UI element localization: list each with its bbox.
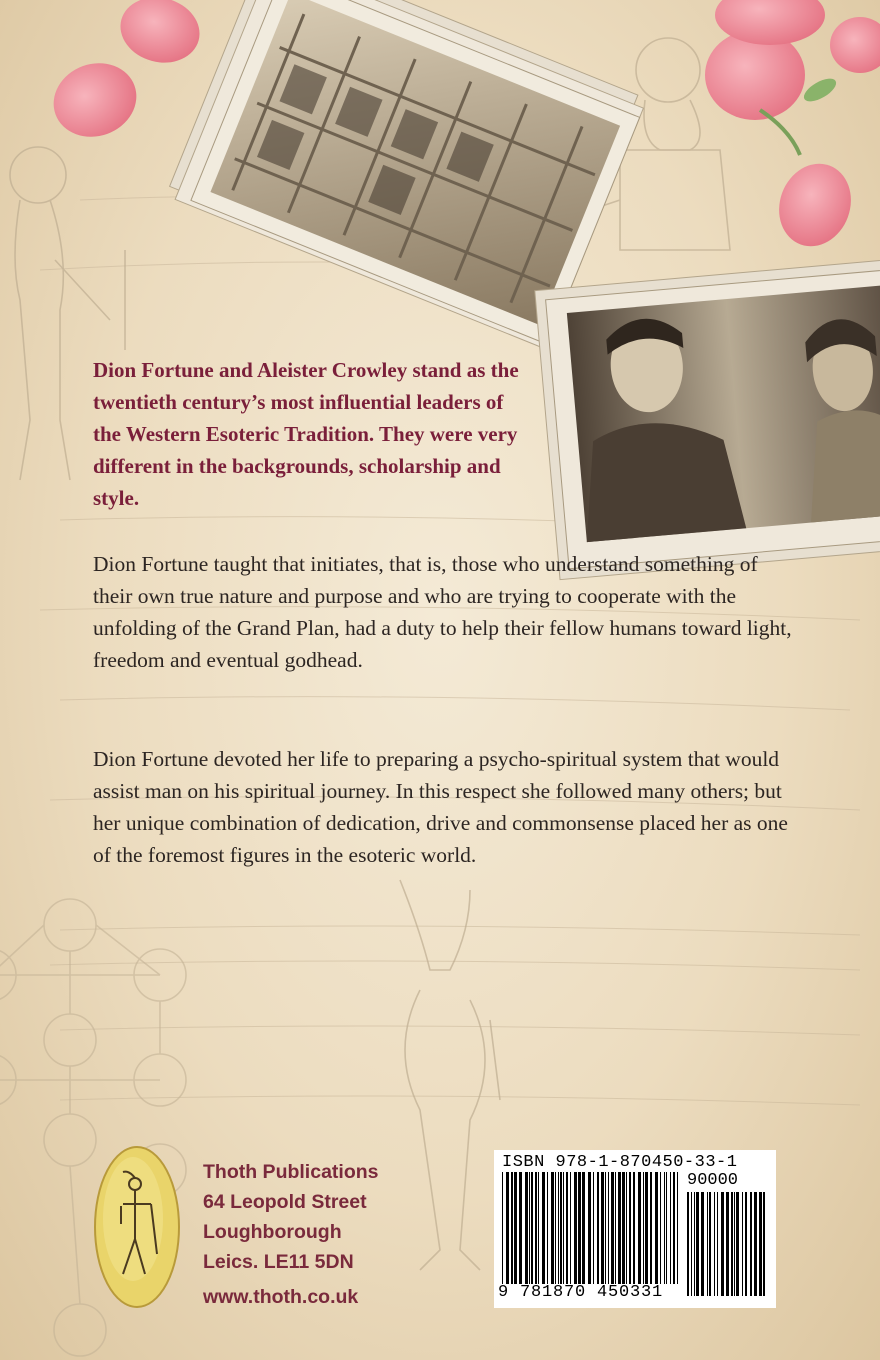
barcode-bar bbox=[529, 1172, 530, 1284]
barcode-bar bbox=[655, 1172, 658, 1284]
barcode-bar bbox=[611, 1172, 614, 1284]
barcode-bar bbox=[694, 1192, 695, 1296]
barcode-bar bbox=[750, 1192, 752, 1296]
publisher-city: Loughborough bbox=[203, 1221, 342, 1243]
barcode-bar bbox=[535, 1172, 537, 1284]
barcode-bar bbox=[742, 1192, 743, 1296]
barcode-bar bbox=[645, 1172, 648, 1284]
barcode-bar bbox=[555, 1172, 556, 1284]
barcode-bar bbox=[709, 1192, 711, 1296]
barcode-bar bbox=[763, 1192, 765, 1296]
barcode-bar bbox=[666, 1172, 667, 1284]
barcode-bar bbox=[677, 1172, 678, 1284]
thoth-ibis-figure-icon bbox=[93, 1144, 181, 1310]
barcode-bar bbox=[502, 1172, 503, 1284]
barcode-bar bbox=[547, 1172, 548, 1284]
barcode-bar bbox=[731, 1192, 733, 1296]
barcode-bar bbox=[745, 1192, 747, 1296]
body-paragraph-1 bbox=[93, 548, 793, 676]
barcode-bar bbox=[574, 1172, 577, 1284]
barcode-bar bbox=[721, 1192, 724, 1296]
barcode-bar bbox=[570, 1172, 571, 1284]
barcode-bar bbox=[511, 1172, 513, 1284]
barcode-bar bbox=[701, 1192, 704, 1296]
barcode-bar bbox=[514, 1172, 517, 1284]
barcode-bar bbox=[542, 1172, 545, 1284]
ean-barcode-bars bbox=[502, 1172, 682, 1284]
barcode-bar bbox=[563, 1172, 564, 1284]
barcode-bar bbox=[582, 1172, 585, 1284]
barcode-bar bbox=[531, 1172, 533, 1284]
paragraph-2-text: Dion Fortune devoted her life to preparing a psycho-spiritual system that would assist man on his spiritual journey. In this respect she followed many others; but her unique combination of dedication, drive and commonsense placed her as one of the foremost figures in the esoteric world. bbox=[93, 747, 788, 867]
barcode-bar bbox=[687, 1192, 689, 1296]
barcode-bar bbox=[726, 1192, 729, 1296]
barcode-bar bbox=[650, 1172, 652, 1284]
barcode-bar bbox=[696, 1192, 699, 1296]
price-code: 90000 bbox=[687, 1171, 739, 1190]
barcode-bar bbox=[629, 1172, 631, 1284]
osiris-figure-icon bbox=[400, 880, 500, 1270]
barcode-bar bbox=[660, 1172, 661, 1284]
barcode-bar bbox=[643, 1172, 644, 1284]
publisher-address bbox=[203, 1157, 379, 1277]
barcode-bar bbox=[538, 1172, 539, 1284]
barcode-bar bbox=[673, 1172, 675, 1284]
barcode-bar bbox=[664, 1172, 665, 1284]
paragraph-1-text: Dion Fortune taught that initiates, that is, those who understand something of their own true nature and purpose and who are trying to cooperate with the unfolding of the Grand Plan, had a duty to help their fellow humans toward light, freedom and eventual godhead. bbox=[93, 552, 792, 672]
barcode-bar bbox=[618, 1172, 621, 1284]
barcode-bar bbox=[601, 1172, 604, 1284]
barcode-bar bbox=[691, 1192, 692, 1296]
barcode-bar bbox=[638, 1172, 641, 1284]
barcode-bar bbox=[605, 1172, 606, 1284]
publisher-name: Thoth Publications bbox=[203, 1161, 379, 1183]
barcode-bar bbox=[519, 1172, 522, 1284]
barcode-bar bbox=[593, 1172, 594, 1284]
publisher-region: Leics. LE11 5DN bbox=[203, 1251, 354, 1273]
barcode-bar bbox=[558, 1172, 559, 1284]
barcode-bar bbox=[588, 1172, 591, 1284]
barcode-bar bbox=[714, 1192, 715, 1296]
body-paragraph-2 bbox=[93, 743, 793, 871]
barcode-bar bbox=[566, 1172, 568, 1284]
portrait-photo-stack bbox=[535, 258, 880, 579]
barcode-bar bbox=[717, 1192, 718, 1296]
barcode-bar bbox=[734, 1192, 735, 1296]
barcode-bar bbox=[578, 1172, 581, 1284]
barcode-bar bbox=[597, 1172, 599, 1284]
barcode-bar bbox=[736, 1192, 739, 1296]
barcode-bar bbox=[759, 1192, 762, 1296]
barcode-bar bbox=[622, 1172, 625, 1284]
ean-digits: 9 781870 450331 bbox=[498, 1283, 664, 1302]
lead-paragraph bbox=[93, 354, 523, 514]
barcode-bar bbox=[525, 1172, 528, 1284]
barcode-bar bbox=[615, 1172, 616, 1284]
barcode-bar bbox=[670, 1172, 671, 1284]
barcode-bar bbox=[560, 1172, 562, 1284]
publisher-website[interactable]: www.thoth.co.uk bbox=[203, 1286, 359, 1308]
barcode-bar bbox=[707, 1192, 708, 1296]
addon-barcode-bars bbox=[687, 1192, 769, 1296]
barcode-bar bbox=[626, 1172, 627, 1284]
barcode-bar bbox=[506, 1172, 509, 1284]
isbn-label: ISBN 978-1-870450-33-1 bbox=[502, 1153, 738, 1172]
barcode-bar bbox=[608, 1172, 609, 1284]
lead-text: Dion Fortune and Aleister Crowley stand as the twentieth century’s most influential leaders of the Western Esoteric Tradition. They were very different in the backgrounds, scholarship and style. bbox=[93, 358, 519, 510]
barcode-bar bbox=[754, 1192, 757, 1296]
publisher-street: 64 Leopold Street bbox=[203, 1191, 367, 1213]
barcode-bar bbox=[633, 1172, 635, 1284]
barcode-bar bbox=[551, 1172, 554, 1284]
isbn-barcode bbox=[494, 1150, 776, 1308]
